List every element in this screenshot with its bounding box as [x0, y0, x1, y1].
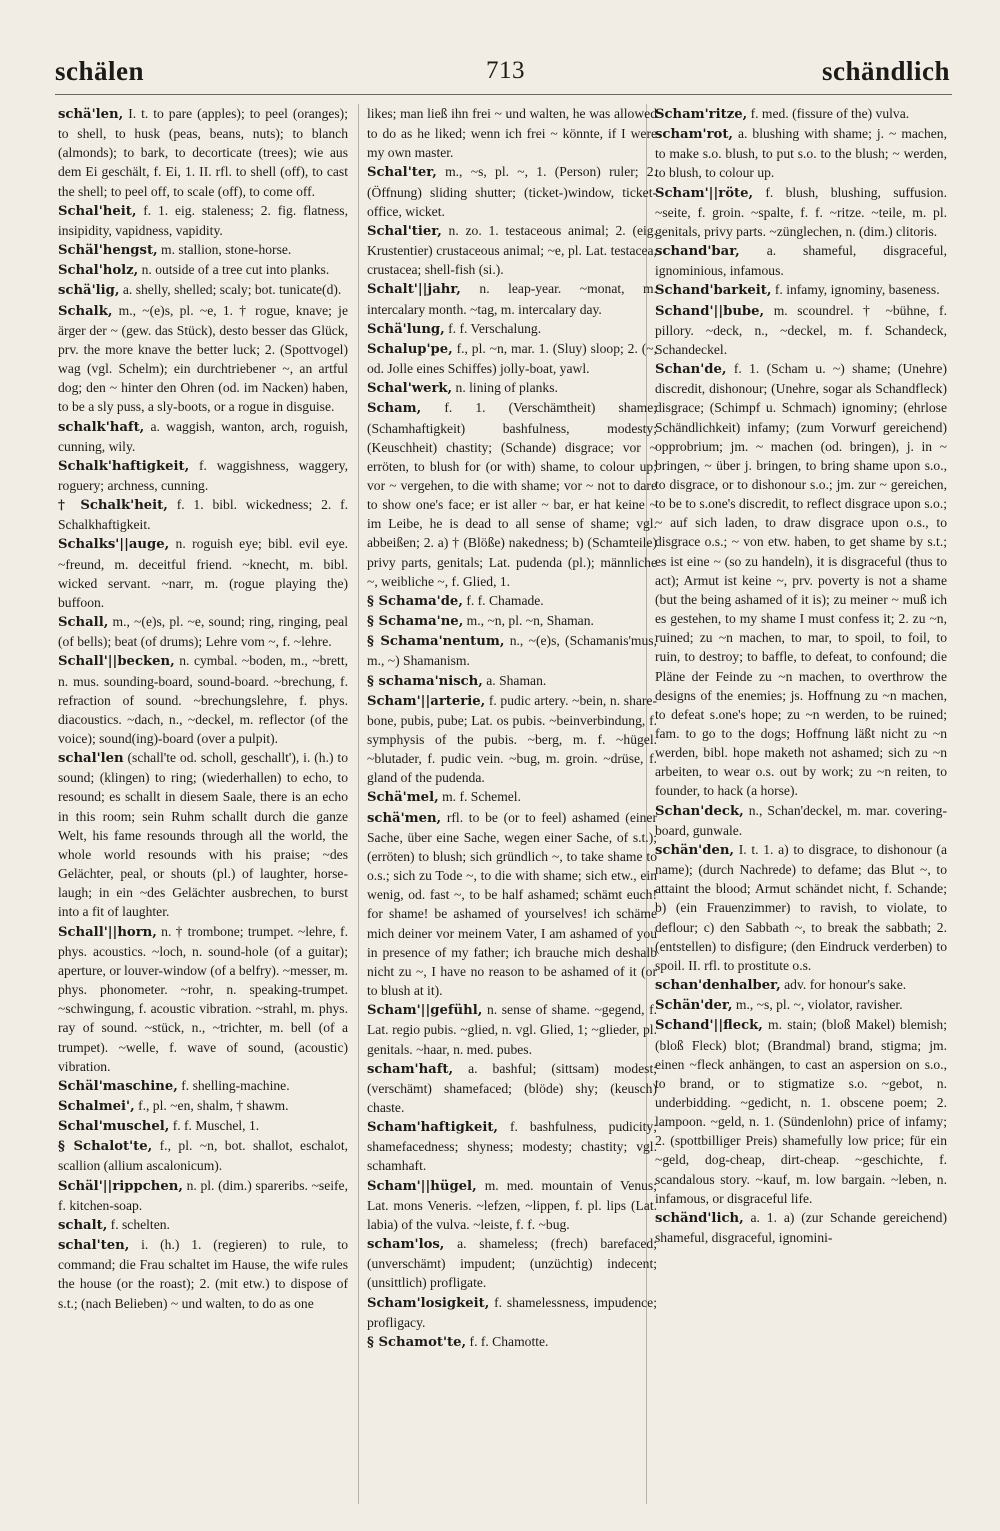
dictionary-entry: [58, 612, 348, 651]
entry-headword: Schal'werk,: [367, 381, 453, 397]
dictionary-entry: [367, 1176, 657, 1234]
entry-headword: Scham'||arterie,: [367, 693, 486, 709]
dictionary-entry: [655, 359, 947, 801]
entry-headword: Scham'ritze,: [655, 107, 748, 122]
entry-definition: a. 1. a) (zur Schande gereichend) shameful, disgraceful, ignomini-: [655, 1209, 947, 1246]
dictionary-entry: [655, 301, 947, 359]
entry-definition: a. waggish, wanton, arch, roguish, cunning, wily.: [58, 418, 348, 454]
entry-headword: schalk'haft,: [58, 419, 145, 435]
dictionary-entry: [58, 1076, 348, 1096]
entry-headword: Schand'||fleck,: [655, 1018, 763, 1034]
column-2: [367, 104, 657, 1504]
entry-headword: scham'los,: [367, 1237, 445, 1253]
entry-definition: m. stallion, stone-horse.: [157, 242, 292, 258]
entry-definition: n. pl. (dim.) spareribs. ~seife, f. kitchen-soap.: [58, 1177, 348, 1213]
dictionary-entry: [58, 1136, 348, 1175]
entry-headword: Schand'||bube,: [655, 303, 765, 319]
entry-headword: schä'men,: [367, 810, 442, 826]
entry-definition: f. shamelessness, impudence; profligacy.: [367, 1294, 657, 1330]
column-3: [655, 104, 947, 1504]
entry-definition: n. leap-year. ~monat, m. intercalary month. ~tag, m. intercalary day.: [367, 281, 657, 317]
entry-headword: schal'len: [58, 751, 124, 767]
entry-headword: schä'lig,: [58, 283, 120, 299]
entry-headword: Schän'der,: [655, 998, 733, 1014]
entry-definition: a. blushing with shame; j. ~ machen, to make s.o. blush, to put s.o. to the blush; ~ werden, to blush, to colour up.: [655, 126, 947, 181]
entry-definition: m., ~s, pl. ~, violator, ravisher.: [732, 997, 903, 1013]
entry-definition: a. bashful; (sittsam) modest; (verschämt) shamefaced; (blöde) shy; (keusch) chaste.: [367, 1060, 657, 1115]
entry-headword: Scham'||röte,: [655, 185, 754, 201]
entry-definition: n. lining of planks.: [452, 380, 558, 396]
entry-headword: Schal'holz,: [58, 263, 139, 279]
dictionary-entry: [367, 1000, 657, 1058]
entry-definition: a. shelly, shelled; scaly; bot. tunicate(d).: [119, 282, 342, 298]
dictionary-entry: [58, 240, 348, 260]
entry-headword: § Schalot'te,: [58, 1139, 153, 1155]
entry-headword: schalt,: [58, 1217, 108, 1233]
entry-headword: Scham'losigkeit,: [367, 1295, 490, 1311]
dictionary-entry: [58, 280, 348, 300]
entry-definition: n. sense of shame. ~gegend, f. Lat. regio pubis. ~glied, n. vgl. Glied, 1; ~glieder, pl. genitals. ~haar, n. med. pubes.: [367, 1002, 657, 1057]
dictionary-entry: [655, 183, 947, 241]
entry-headword: Schalk,: [58, 303, 113, 319]
entry-headword: Schand'barkeit,: [655, 283, 772, 299]
entry-headword: Schall,: [58, 615, 109, 631]
entry-definition: f. 1. eig. staleness; 2. fig. flatness, insipidity, vapidness, vapidity.: [58, 202, 348, 238]
dictionary-entry: [367, 339, 657, 378]
entry-headword: § Schama'ne,: [367, 614, 464, 630]
column-divider: [358, 104, 359, 1504]
dictionary-entry: [367, 1117, 657, 1175]
entry-definition: m. stain; (bloß Makel) blemish; (bloß Fleck) blot; (Brandmal) brand, stigma; jm. einen ~fleck anhängen, to cast an aspersion on s.o., to brand, or to stigmatize s.o. ~gebot, n. underbidding. ~gedicht, n. 1. obscene poem; 2. lampoon. ~geld, n. 1. (Sündenlohn) price of infamy; 2. (spottbilliger Preis) shamefully low price; für ein ~geld, dog-cheap, dirt-cheap. ~geschichte, f. scandalous story. ~kauf, m. low bargain. ~leben, n. infamous, or disgraceful life.: [655, 1017, 947, 1206]
entry-headword: Schalup'pe,: [367, 341, 453, 357]
entry-headword: schand'bar,: [655, 244, 740, 260]
entry-headword: Scham'||gefühl,: [367, 1003, 483, 1019]
dictionary-entry: [655, 1208, 947, 1247]
entry-headword: schän'den,: [655, 842, 735, 858]
entry-definition: I. t. 1. a) to disgrace, to dishonour (a name); (durch Nachrede) to defame; das Blut ~, to attaint the blood; Armut schändet nicht, f. Schande; b) (ein Frauenzimmer) to ravish, to violate, to deflour; c) den Sabbath ~, to break the sabbath; 2. (entstellen) to disfigure; (den Eindruck verderben) to spoil. II. rfl. to prostitute o.s.: [655, 841, 947, 973]
entry-headword: Schä'mel,: [367, 790, 439, 806]
entry-headword: § Schamot'te,: [367, 1334, 467, 1350]
dictionary-entry: [655, 801, 947, 840]
dictionary-entry: [367, 671, 657, 691]
dictionary-entry: [655, 1015, 947, 1208]
entry-headword: scham'rot,: [655, 127, 734, 143]
entry-definition: m., ~(e)s, pl. ~e, 1. † rogue, knave; je ärger der ~ (gew. das Stück), desto besser das Glück, prv. the more knave the better luck; 2. (Spottvogel) wag (vgl. Schelm); ein durchtriebener ~, an artful dog; den ~ hinter den Ohren (od. im Nacken) haben, to be a sly puss, a sly-boots, or a rogue in disguise.: [58, 302, 348, 415]
entry-definition: f. bashfulness, pudicity; shamefacedness; shyness; modesty; chastity; vgl. schamhaft.: [367, 1119, 657, 1174]
header-rule: [55, 94, 952, 95]
entry-definition: m. f. Schemel.: [438, 789, 521, 805]
entry-definition: f. f. Chamade.: [462, 592, 544, 608]
entry-definition: m. med. mountain of Venus; Lat. mons Veneris. ~lefzen, ~lippen, f. pl. lips (Lat. labia) of the vulva. ~leiste, f. f. ~bug.: [367, 1177, 657, 1232]
entry-headword: Schalmei',: [58, 1098, 135, 1114]
entry-definition: n. zo. 1. testaceous animal; 2. (eig. Krustentier) crustaceous animal; ~e, pl. Lat. testacea, crustacea; shell-fish (si.).: [367, 222, 657, 278]
dictionary-entry: [367, 221, 657, 279]
entry-headword: Schal'muschel,: [58, 1119, 170, 1135]
entry-definition: f. f. Chamotte.: [466, 1333, 549, 1349]
entry-definition: a. Shaman.: [482, 672, 547, 688]
entry-definition: f. f. Muschel, 1.: [169, 1118, 260, 1134]
entry-definition: n., ~(e)s, (Schamanis'mus, m., ~) Shamanism.: [367, 633, 657, 669]
entry-definition: f., pl. ~n, bot. shallot, eschalot, scallion (allium ascalonicum).: [58, 1138, 348, 1174]
entry-definition: m. scoundrel. † ~bühne, f. pillory. ~deck, n., ~deckel, m. f. Schandeck, Schandeckel.: [655, 302, 947, 357]
entry-definition: n. outside of a tree cut into planks.: [138, 262, 330, 278]
dictionary-entry: [58, 104, 348, 201]
dictionary-entry: [367, 631, 657, 670]
dictionary-entry: [655, 241, 947, 280]
entry-headword: schä'len,: [58, 107, 124, 122]
entry-headword: Schal'heit,: [58, 203, 137, 219]
entry-definition: f., pl. ~n, mar. 1. (Sluy) sloop; 2. (~, od. Jolle eines Schiffes) jolly-boat, yawl.: [367, 340, 657, 377]
entry-headword: Schäl'||rippchen,: [58, 1178, 183, 1194]
dictionary-entry: [58, 417, 348, 456]
page-header: [0, 0, 1000, 96]
running-head-right: schändlich: [821, 56, 950, 86]
entry-definition: f. blush, blushing, suffusion. ~seite, f. groin. ~spalte, f. f. ~ritze. ~teile, m. pl. genitals, privy parts. ~zünglechen, n. (dim.) clitoris.: [655, 184, 947, 239]
dictionary-entry: [367, 162, 657, 220]
entry-headword: † Schalk'heit,: [58, 498, 168, 514]
entry-headword: § Schama'de,: [367, 593, 463, 609]
dictionary-entry: [367, 279, 657, 318]
entry-headword: Schalt'||jahr,: [367, 282, 461, 298]
entry-definition: f. infamy, ignominy, baseness.: [771, 282, 940, 298]
dictionary-entry: [367, 319, 657, 339]
entry-definition: n. roguish eye; bibl. evil eye. ~freund, m. deceitful friend. ~knecht, m. bibl. wicked servant. ~narr, m. (rogue playing the) buffoon.: [58, 536, 348, 610]
dictionary-entry: [367, 398, 657, 591]
entry-headword: Schan'de,: [655, 362, 727, 378]
entry-headword: Schalk'haftigkeit,: [58, 458, 190, 474]
entry-definition: m., ~s, pl. ~, 1. (Person) ruler; 2. (Öffnung) sliding shutter; (ticket-)window, ticket-office, wicket.: [367, 164, 657, 219]
entry-definition: f. 1. bibl. wickedness; 2. f. Schalkhaftigkeit.: [58, 497, 348, 533]
dictionary-entry: [58, 1235, 348, 1313]
dictionary-entry: [58, 260, 348, 280]
dictionary-entry: [367, 1293, 657, 1332]
entry-headword: Schan'deck,: [655, 803, 744, 819]
dictionary-entry: [58, 456, 348, 495]
dictionary-entry: [655, 840, 947, 975]
dictionary-entry: [367, 808, 657, 1001]
dictionary-entry: [367, 378, 657, 398]
entry-headword: Schäl'maschine,: [58, 1078, 178, 1094]
entry-definition: n. cymbal. ~boden, m., ~brett, n. mus. sounding-board, sound-board. ~brechung, f. refraction of sound. ~brechungslehre, f. phys. diacoustics. ~dach, n., ~deckel, m. reflector (of the voice); sound(ing)-board (over a pulpit).: [58, 653, 348, 746]
entry-definition: f. 1. (Verschämtheit) shame; (Schamhaftigkeit) bashfulness, modesty; (Keuschheit) chastity; (Schande) disgrace; vor ~ erröten, to blush for (or with) shame, to colour up; vor ~ vergehen, to die with shame; vor ~ not to dare to show one's face; er ist aller ~ bar, er hat keine ~ im Leibe, he is dead to all sense of shame; vgl. abbeißen; 2. a) † (Blöße) nakedness; b) (Schamteile) privy parts, genitals; Lat. pudenda (pl.); männliche ~, weibliche ~, f. Glied, 1.: [367, 400, 657, 589]
dictionary-entry: [367, 1234, 657, 1292]
entry-definition: m., ~(e)s, pl. ~e, sound; ring, ringing, peal (of bells); beat (of drums); Lehre vom ~, f. ~lehre.: [58, 614, 348, 650]
dictionary-entry: [58, 301, 348, 417]
entry-headword: schänd'lich,: [655, 1210, 744, 1226]
dictionary-entry: [58, 922, 348, 1076]
dictionary-entry: [655, 104, 947, 124]
dictionary-entry: [655, 975, 947, 995]
dictionary-entry: [367, 611, 657, 631]
entry-headword: Scham'||hügel,: [367, 1178, 477, 1194]
entry-headword: Schall'||horn,: [58, 924, 157, 940]
dictionary-entry: [655, 280, 947, 300]
entry-definition: f. f. Verschalung.: [444, 320, 542, 336]
running-head-left: schälen: [55, 56, 145, 86]
dictionary-entry: [58, 534, 348, 612]
entry-definition: f. med. (fissure of the) vulva.: [747, 106, 910, 121]
entry-headword: schal'ten,: [58, 1238, 130, 1254]
dictionary-entry: [655, 124, 947, 182]
dictionary-entry: [367, 1059, 657, 1117]
entry-definition: f., pl. ~en, shalm, † shawm.: [134, 1097, 289, 1113]
dictionary-entry: [58, 1096, 348, 1116]
entry-headword: Schal'tier,: [367, 223, 442, 239]
dictionary-entry: [58, 748, 348, 921]
entry-definition: n., Schan'deckel, m. mar. covering-board, gunwale.: [655, 802, 947, 838]
entry-headword: schan'denhalber,: [655, 978, 781, 994]
entry-headword: § schama'nisch,: [367, 673, 483, 689]
dictionary-entry: [58, 1176, 348, 1215]
entry-definition: a. shameful, disgraceful, ignominious, infamous.: [655, 243, 947, 279]
entry-definition: (schall'te od. scholl, geschallt'), i. (h.) to sound; (klingen) to ring; (wiederhallen) to echo, to resound; es schallt in diesem Saale, there is an echo in this room; sein Ruhm schallt durch die ganze Welt, his fame resounds through all the world, the whole world resounds with his praise; ~des Gelächter, peal, or shouts (pl.) of laughter, horse-laugh; in ein ~des Gelächter ausbrechen, to burst into a fit of laughter.: [58, 750, 348, 920]
entry-definition: I. t. to pare (apples); to peel (oranges); to shell, to husk (peas, beans, nuts); to blanch (almonds); to bark, to decorticate (trees); wie aus dem Ei geschält, f. Ei, 1. II. rfl. to shell (off), to cast the shell; to peel off, to scale (off), to come off.: [58, 106, 348, 199]
page-number: 713: [486, 57, 525, 84]
entry-definition: f. schelten.: [107, 1216, 170, 1232]
dictionary-entry: [58, 651, 348, 748]
entry-definition: m., ~n, pl. ~n, Shaman.: [463, 613, 594, 629]
entry-definition: f. 1. (Scham u. ~) shame; (Unehre) discredit, dishonour; (Unehre, sogar als Schandfleck) disgrace; (Schimpf u. Schmach) ignominy; (ehrlose Schändlichkeit) infamy; (zum Vorwurf gereichend) opprobrium; jm. ~ machen (od. bringen), j. in ~ bringen, ~ über j. bringen, to bring shame upon s.o., to disgrace, or to dishonour s.o.; jm. zur ~ gereichen, to be to s.one's discredit, to reflect disgrace upon s.o.; ~ auf sich laden, to draw disgrace upon o.s., to disgrace o.s.; ~ von etw. haben, to get shame by s.t.; es ist eine ~ (so zu handeln), it is disgraceful (thus to act); Armut ist keine ~, prv. poverty is not a shame (but the being ashamed of it is); zu meiner ~ muß ich es gestehen, to my shame I must confess it; 2. zu ~n, ruined; zu ~n machen, to mar, to spoil, to foil, to ruin, to destroy; to baffle, to defeat, to confound; die Pläne der Feinde zu ~n machen, to overthrow the designs of the enemies; js. Hoffnung zu ~n machen, to defeat s.one's hope; zu ~n werden, to be ruined; fam. to go to the dogs; Hoffnung läßt nicht zu ~n werden, bibl. hope maketh not ashamed; sich zu ~n arbeiten, to wear o.s. out by work; zu ~n reiten, to founder, to hack (a horse).: [655, 361, 947, 799]
dictionary-entry: [655, 995, 947, 1015]
entry-headword: Scham,: [367, 401, 422, 417]
entry-headword: Schalks'||auge,: [58, 537, 170, 553]
dictionary-entry: [367, 691, 657, 788]
entry-definition: rfl. to be (or to feel) ashamed (einer Sache, über eine Sache, wegen einer Sache, of s.t.); (erröten) to blush; sich gründlich ~, to take shame to o.s.; sich zu Tode ~, to die with shame; sich etw., ein wenig, od. fast ~, to be half ashamed; schämt euch! for shame! be ashamed of yourselves! ich schäme mich deiner vor meinem Vater, I am ashamed of you in presence of my father; ich brauche mich deshalb nicht zu ~, I have no reason to be ashamed of it (or to blush at it).: [367, 809, 657, 999]
entry-headword: Schä'lung,: [367, 321, 445, 337]
entry-definition: f. pudic artery. ~bein, n. share-bone, pubis, pube; Lat. os pubis. ~beinverbindung, f. symphysis of the pubis. ~berg, m. f. ~hügel. ~blutader, f. pudic vein. ~bug, m. groin. ~drüse, f. gland of the pudenda.: [367, 692, 657, 786]
column-1: [58, 104, 348, 1504]
dictionary-entry: [58, 1215, 348, 1235]
entry-definition: n. † trombone; trumpet. ~lehre, f. phys. acoustics. ~loch, n. sound-hole (of a guitar); aperture, or louver-window (of a belfry). ~messer, m. phys. phonometer. ~rohr, n. speaking-trumpet. ~schwingung, f. acoustic vibration. ~strahl, m. phys. ray of sound. ~stück, n., ~trichter, m. bell (of a trumpet). ~welle, f. wave of sound, (acoustic) vibration.: [58, 923, 348, 1074]
dictionary-entry: [58, 201, 348, 240]
entry-headword: scham'haft,: [367, 1061, 454, 1077]
entry-headword: Schäl'hengst,: [58, 243, 158, 259]
entry-definition: adv. for honour's sake.: [780, 977, 907, 993]
dictionary-entry: [367, 104, 657, 162]
entry-definition: i. (h.) 1. (regieren) to rule, to command; die Frau schaltet im Hause, the wife rules the house (or the roast); 2. (mit etw.) to dispose of s.t.; (nach Belieben) ~ und walten, to do as one: [58, 1237, 348, 1311]
entry-definition: f. shelling-machine.: [177, 1077, 290, 1093]
entry-headword: Schall'||becken,: [58, 654, 175, 670]
entry-headword: Schal'ter,: [367, 165, 437, 181]
dictionary-entry: [367, 787, 657, 807]
dictionary-entry: [58, 1116, 348, 1136]
entry-definition: likes; man ließ ihn frei ~ und walten, he was allowed to do as he liked; wenn ich frei ~ könnte, if I were my own master.: [367, 106, 657, 161]
dictionary-entry: [58, 495, 348, 534]
entry-definition: f. waggishness, waggery, roguery; archness, cunning.: [58, 457, 348, 493]
dictionary-entry: [367, 591, 657, 611]
entry-headword: Scham'haftigkeit,: [367, 1120, 499, 1136]
entry-definition: a. shameless; (frech) barefaced; (unverschämt) impudent; (unzüchtig) indecent; (unsittlich) profligate.: [367, 1236, 657, 1291]
dictionary-entry: [367, 1332, 657, 1352]
entry-headword: § Schama'nentum,: [367, 634, 505, 650]
